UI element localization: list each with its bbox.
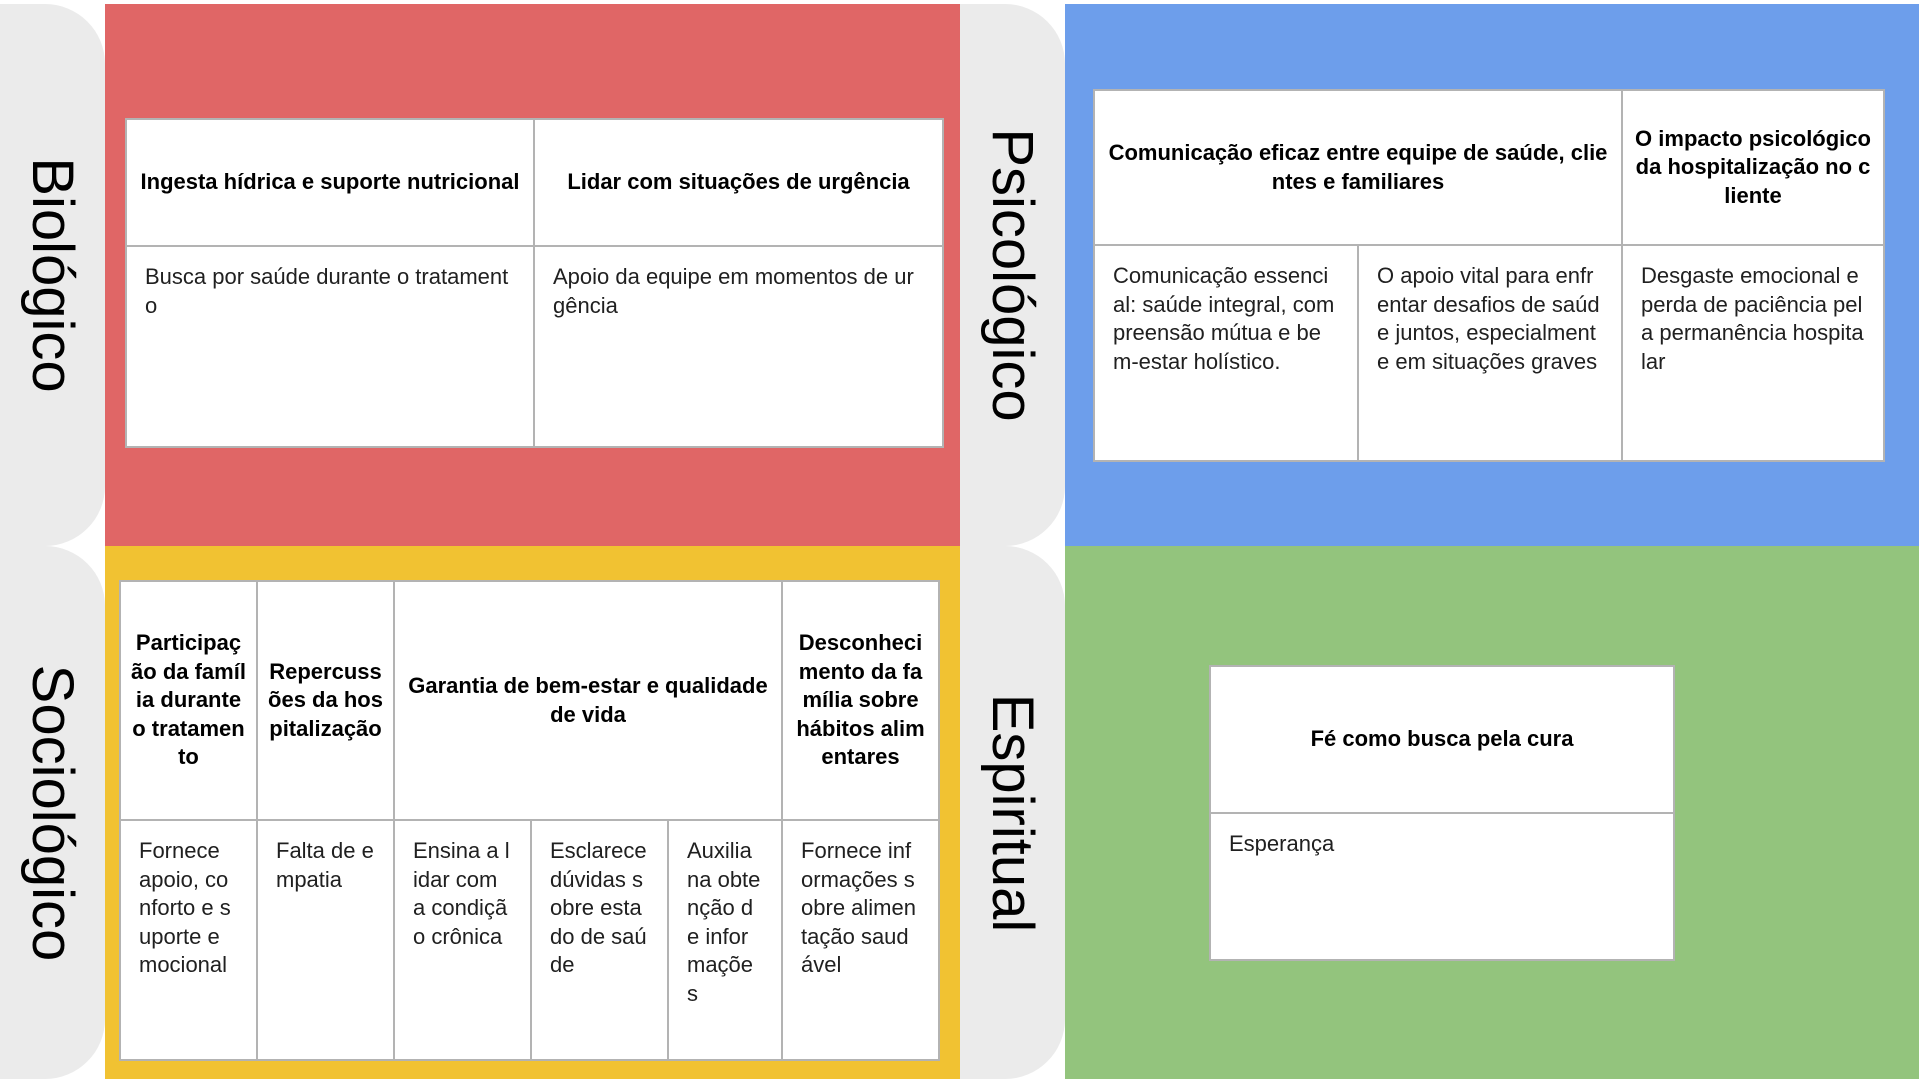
category-label: Sociológico [20,664,85,961]
quadrant-psicologico [960,4,1919,546]
table-header: Lidar com situações de urgência [534,119,943,246]
table-cell: Apoio da equipe em momentos de urgência [534,246,943,447]
table-cell: O apoio vital para enfrentar desafios de saúde juntos, especialmente em situações graves [1358,245,1622,461]
tab-espiritual [960,546,1065,1079]
table-cell: Desgaste emocional e perda de paciência pela permanência hospitalar [1622,245,1884,461]
table-cell: Fornece apoio, conforto e suporte emocional [120,820,257,1060]
table-header: Participação da família durante o tratamento [120,581,257,820]
biologico-background [105,4,960,546]
quadrant-biologico [0,4,960,546]
table-cell: Fornece informações sobre alimentação saudável [782,820,939,1060]
table-header: Comunicação eficaz entre equipe de saúde, clientes e familiares [1094,90,1622,245]
table-cell: Falta de empatia [257,820,394,1060]
category-label: Psicológico [980,128,1045,422]
espiritual-background [1065,546,1919,1079]
sociologico-background [105,546,960,1079]
table-header: Repercussões da hospitalização [257,581,394,820]
table-cell: Esperança [1210,813,1674,960]
table-header: O impacto psicológico da hospitalização no cliente [1622,90,1884,245]
category-label: Espiritual [980,693,1045,932]
table-cell: Auxilia na obtenção de informações [668,820,782,1060]
category-label: Biológico [20,157,85,393]
psicologico-table [1093,89,1885,462]
table-header: Fé como busca pela cura [1210,666,1674,813]
table-cell: Esclarece dúvidas sobre estado de saúde [531,820,668,1060]
espiritual-table [1209,665,1675,961]
sociologico-table [119,580,940,1061]
table-cell: Busca por saúde durante o tratamento [126,246,534,447]
quadrant-sociologico [0,546,960,1079]
quadrant-espiritual [960,546,1919,1079]
psicologico-background [1065,4,1919,546]
table-cell: Comunicação essencial: saúde integral, compreensão mútua e bem-estar holístico. [1094,245,1358,461]
tab-biologico [0,4,105,546]
table-cell: Ensina a lidar com a condição crônica [394,820,531,1060]
biologico-table [125,118,944,448]
table-header: Desconhecimento da família sobre hábitos alimentares [782,581,939,820]
tab-psicologico [960,4,1065,546]
table-header: Garantia de bem-estar e qualidade de vida [394,581,782,820]
tab-sociologico [0,546,105,1079]
table-header: Ingesta hídrica e suporte nutricional [126,119,534,246]
